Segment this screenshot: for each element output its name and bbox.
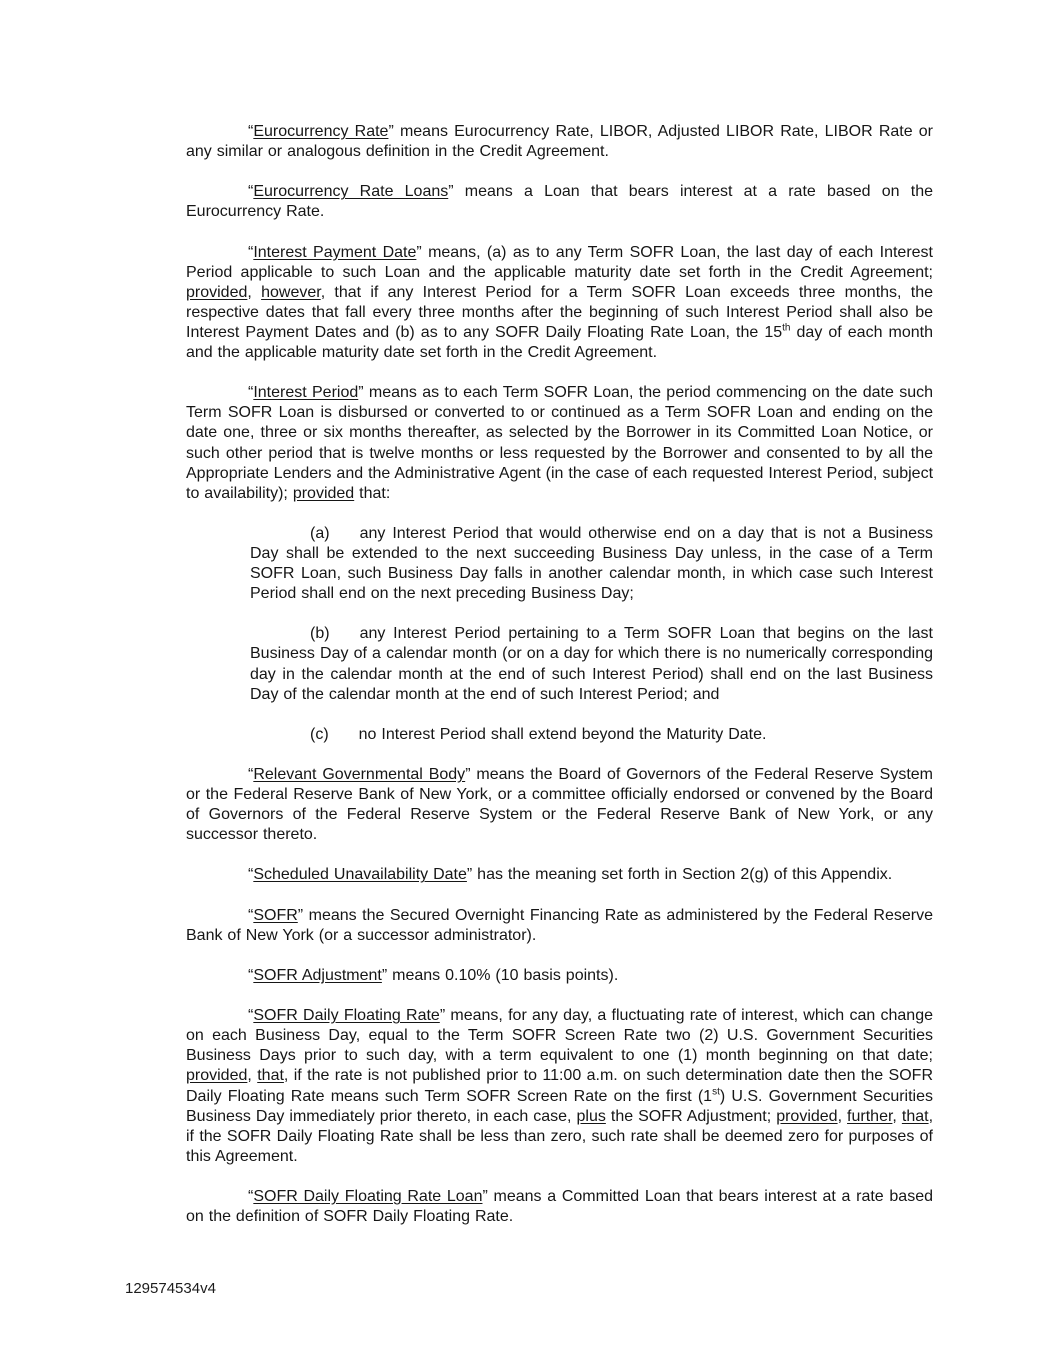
text-run: “ — [248, 183, 254, 201]
text-run: “ — [248, 1187, 254, 1205]
document-body — [186, 122, 933, 1247]
defined-term: provided — [776, 1107, 838, 1125]
text-run: day of each month and the applicable maturity date set forth in the Credit Agreement. — [186, 323, 934, 362]
defined-term: Scheduled Unavailability Date — [253, 866, 467, 884]
text-run: “ — [248, 866, 254, 884]
paragraph-sofr-daily-floating-rate-loan — [186, 1187, 933, 1227]
text-run: any Interest Period that would otherwise end on a day that is not a Business Day shall be extended to the next succeeding Business Day unless, in the case of a Term SOFR Loan, such Business Day falls in another calendar month, in which case such Interest Period shall end on the next preceding Business Day; — [250, 524, 933, 603]
text-run: , if the SOFR Daily Floating Rate shall be less than zero, such rate shall be deemed zero for purposes of this Agreement. — [186, 1107, 934, 1165]
list-marker: (a) — [310, 524, 330, 542]
paragraph-eurocurrency-rate-loans — [186, 182, 933, 222]
text-run: ) U.S. Government Securities Business Day immediately prior thereto, in each case, — [186, 1087, 934, 1125]
text-run: “ — [248, 1007, 254, 1025]
defined-term: provided — [186, 283, 248, 301]
ordinal-superscript: st — [712, 1086, 720, 1098]
text-run: ” means a Committed Loan that bears interest at a rate based on the definition of SOFR Daily Floating Rate. — [186, 1187, 933, 1226]
text-run: “ — [248, 966, 254, 984]
text-run: “ — [248, 123, 254, 140]
defined-term: Eurocurrency Rate Loans — [253, 183, 449, 201]
paragraph-eurocurrency-rate — [186, 122, 933, 162]
text-run: ” means, for any day, a fluctuating rate of interest, which can change on each Business Day, equal to the Term SOFR Screen Rate two (2) U.S. Government Securities Business Days prior to such day, with a term equivalent to one (1) month beginning on that date; — [186, 1007, 933, 1065]
doc-id-footer: 129574534v4 — [125, 1280, 216, 1297]
text-run: ” means 0.10% (10 basis points). — [381, 966, 619, 984]
paragraph-sofr-adjustment — [186, 966, 933, 986]
defined-term: provided — [186, 1067, 248, 1085]
ordinal-superscript: th — [782, 322, 791, 334]
list-marker: (b) — [310, 625, 330, 643]
paragraph-scheduled-unavailability-date — [186, 865, 933, 885]
text-run: ” means the Secured Overnight Financing Rate as administered by the Federal Reserve Bank of New York (or a successor administrator). — [186, 906, 933, 944]
paragraph-relevant-governmental-body — [186, 765, 933, 845]
defined-term: plus — [576, 1107, 606, 1125]
text-run: , that if any Interest Period for a Term SOFR Loan exceeds three months, the respective dates that fall every three months after the beginning of such Interest Period shall also be Interest Payment Dates and (b) as to any SOFR Daily Floating Rate Loan, the 15 — [186, 283, 934, 341]
text-run: “ — [248, 384, 254, 402]
paragraph-sofr — [186, 906, 933, 946]
text-run: ” has the meaning set forth in Section 2(g) of this Appendix. — [466, 866, 893, 884]
text-run: “ — [248, 906, 254, 924]
text-run: ” means the Board of Governors of the Federal Reserve System or the Federal Reserve Bank of New York, or a committee officially endorsed or convened by the Board of Governors of the Federal Reserve System or the Federal Reserve Bank of New York, or any successor thereto. — [186, 766, 933, 844]
defined-term: SOFR Adjustment — [253, 966, 382, 984]
text-run: , — [837, 1107, 848, 1125]
defined-term: provided — [292, 484, 355, 502]
defined-term: SOFR Daily Floating Rate Loan — [253, 1187, 483, 1205]
text-run: , — [247, 283, 262, 301]
defined-term: that — [901, 1107, 929, 1125]
text-run: , if the rate is not published prior to 11:00 a.m. on such determination date then the SOFR Daily Floating Rate means such Term SOFR Screen Rate on the first (1 — [186, 1067, 934, 1105]
defined-term: SOFR Daily Floating Rate — [253, 1007, 440, 1025]
clause-a — [250, 524, 933, 604]
clause-b — [250, 624, 933, 704]
paragraph-interest-period — [186, 383, 933, 504]
text-run: no Interest Period shall extend beyond the Maturity Date. — [358, 725, 767, 743]
text-run: any Interest Period pertaining to a Term SOFR Loan that begins on the last Business Day of a calendar month (or on a day for which there is no numerically corresponding day in the calendar month at the end of such Interest Period) shall end on the last Business Day of the calendar month at the end of such Interest Period; and — [250, 625, 933, 703]
defined-term: Interest Period — [253, 384, 359, 402]
text-run: the SOFR Adjustment; — [605, 1107, 777, 1125]
list-marker: (c) — [310, 725, 329, 743]
defined-term: SOFR — [253, 906, 298, 924]
text-run: ” means, (a) as to any Term SOFR Loan, the last day of each Interest Period applicable to such Loan and the applicable maturity date set forth in the Credit Agreement; — [186, 243, 934, 281]
paragraph-interest-payment-date — [186, 243, 933, 364]
defined-term: Relevant Governmental Body — [253, 766, 466, 783]
text-run: “ — [248, 243, 254, 261]
text-run: , — [247, 1067, 258, 1085]
text-run: , — [892, 1107, 902, 1125]
clause-c — [250, 725, 933, 745]
text-run: ” means Eurocurrency Rate, LIBOR, Adjusted LIBOR Rate, LIBOR Rate or any similar or analogous definition in the Credit Agreement. — [186, 123, 934, 161]
defined-term: Eurocurrency Rate — [253, 123, 389, 140]
text-run: “ — [248, 766, 254, 783]
paragraph-sofr-daily-floating-rate — [186, 1006, 933, 1167]
text-run: ” means a Loan that bears interest at a rate based on the Eurocurrency Rate. — [186, 183, 933, 221]
text-run: ” means as to each Term SOFR Loan, the period commencing on the date such Term SOFR Loan is disbursed or converted to or continued as a Term SOFR Loan and ending on the date one, three or six months thereafter, as selected by the Borrower in its Committed Loan Notice, or such other period that is twelve months or less requested by the Borrower and consented to by all the Appropriate Lenders and the Administrative Agent (in the case of each requested Interest Period, subject to availability); — [186, 384, 934, 502]
defined-term: further — [847, 1107, 893, 1125]
defined-term: however — [261, 283, 321, 301]
defined-term: Interest Payment Date — [253, 243, 417, 261]
defined-term: that — [257, 1067, 284, 1085]
text-run: that: — [354, 484, 391, 502]
